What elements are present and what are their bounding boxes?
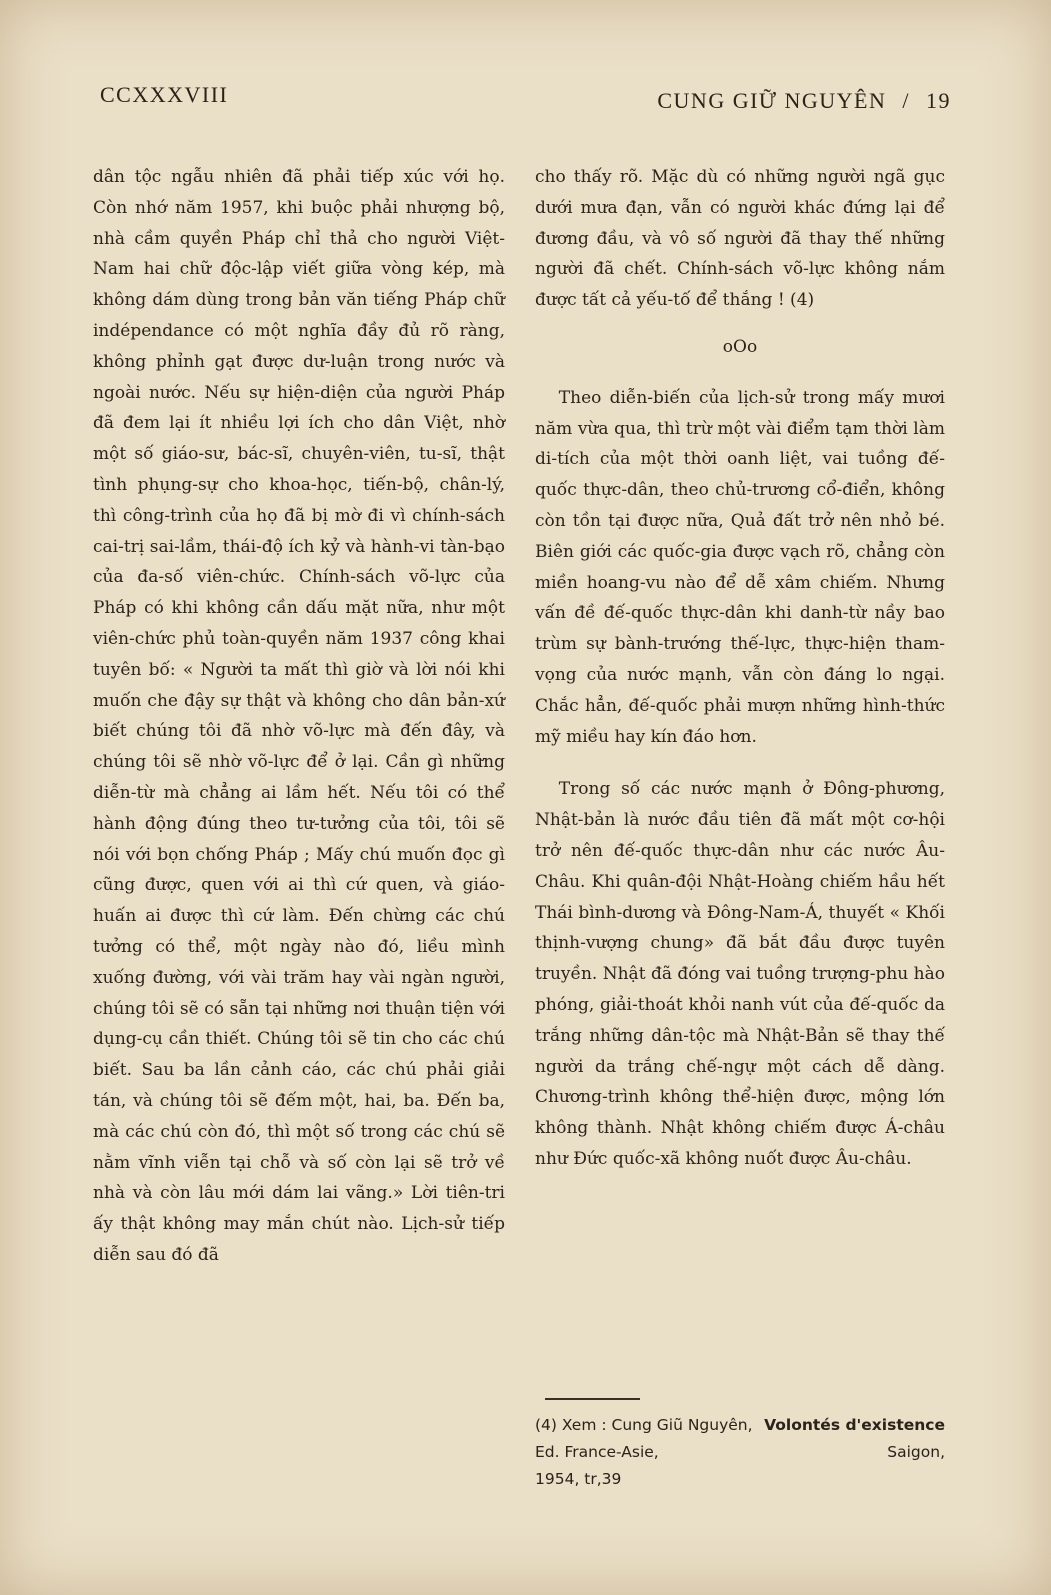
footnote-book-title: Volontés d'existence (764, 1416, 945, 1434)
header-separator: / (902, 88, 910, 113)
section-separator: oOo (722, 336, 758, 357)
issue-number: CCXXXVIII (100, 82, 229, 107)
footnote-year-page: 1954, tr,39 (535, 1470, 622, 1488)
paragraph-history: Theo diễn-biến của lịch-sử trong mấy mươi năm vừa qua, thì trừ một vài điểm tạm thời làm di-tích của một thời oanh liệt, vai tuồng đế-quốc thực-dân, theo chủ-trương cổ-điển, không còn tồn tại được nữa, Quả đất trở nên nhỏ bé. Biên giới các quốc-gia được vạch rõ, chẳng còn miền hoang-vu nào để dễ xâm chiếm. Nhưng vấn đề đế-quốc thực-dân khi danh-từ nầy bao trùm sự bành-trướng thế-lực, thực-hiện tham-vọng của nước mạnh, vẫn còn đáng lo ngại. Chắc hẳn, đế-quốc phải mượn những hình-thức mỹ miều hay kín đáo hơn. (535, 387, 945, 747)
page-number: 19 (926, 88, 951, 113)
footnote-label: (4) Xem : Cung Giũ Nguyên, (535, 1416, 753, 1434)
author-title: CUNG GIỮ NGUYÊN (657, 88, 887, 113)
paragraph-japan: Trong số các nước mạnh ở Đông-phương, Nhật-bản là nước đầu tiên đã mất một cơ-hội trở nên đế-quốc thực-dân như các nước Âu-Châu. Khi quân-đội Nhật-Hoàng chiếm hầu hết Thái bình-dương và Đông-Nam-Á, thuyết « Khối thịnh-vượng chung» đã bắt đầu được tuyên truyền. Nhật đã đóng vai tuồng trượng-phu hào phóng, giải-thoát khỏi nanh vút của đế-quốc da trắng những dân-tộc mà Nhật-Bản sẽ thay thế người da trắng chế-ngự một cách dễ dàng. Chương-trình không thể-hiện được, mộng lớn không thành. Nhật không chiếm được Á-châu như Đức quốc-xã không nuốt được Âu-châu. (535, 779, 945, 1169)
footnote-publisher: Ed. France-Asie, (535, 1443, 659, 1461)
footnote-city: Saigon, (887, 1443, 945, 1461)
footnote (535, 1412, 945, 1493)
footnote-rule (545, 1398, 640, 1400)
left-column-text: dân tộc ngẫu nhiên đã phải tiếp xúc với họ. Còn nhớ năm 1957, khi buộc phải nhượng bộ, nhà cầm quyền Pháp chỉ thả cho người Việt-Nam hai chữ độc-lập viết giữa vòng kép, mà không dám dùng trong bản văn tiếng Pháp chữ indépendance có một nghĩa đầy đủ rõ ràng, không phỉnh gạt được dư-luận trong nước và ngoài nước. Nếu sự hiện-diện của người Pháp đã đem lại ít nhiều lợi ích cho dân Việt, nhờ một số giáo-sư, bác-sĩ, chuyên-viên, tu-sĩ, thật tình phụng-sự cho khoa-học, tiến-bộ, chân-lý, thì công-trình của họ đã bị mờ đi vì chính-sách cai-trị sai-lầm, thái-độ ích kỷ và hành-vi tàn-bạo của đa-số viên-chức. Chính-sách võ-lực của Pháp có khi không cần dấu mặt nữa, như một viên-chức phủ toàn-quyền năm 1937 công khai tuyên bố: « Người ta mất thì giờ và lời nói khi muốn che đậy sự thật và không cho dân bản-xứ biết chúng tôi đã nhờ võ-lực mà đến đây, và chúng tôi sẽ nhờ võ-lực để ở lại. Cần gì những diễn-từ mà chẳng ai lầm hết. Nếu tôi có thể hành động đúng theo tư-tưởng của tôi, tôi sẽ nói với bọn chống Pháp ; Mấy chú muốn đọc gì cũng được, quen với ai thì cứ quen, và giáo-huấn ai được thì cứ làm. Đến chừng các chú tưởng có thể, một ngày nào đó, liều mình xuống đường, với vài trăm hay vài ngàn người, chúng tôi sẽ có sẵn tại những nơi thuận tiện với dụng-cụ cần thiết. Chúng tôi sẽ tin cho các chú biết. Sau ba lần cảnh cáo, các chú phải giải tán, và chúng tôi sẽ đếm một, hai, ba. Đến ba, mà các chú còn đó, thì một số trong các chú sẽ nằm vĩnh viễn tại chỗ và số còn lại sẽ trở về nhà và còn lâu mới dám lai vãng.» Lời tiên-tri ấy thật không may mắn chút nào. Lịch-sử tiếp diễn sau đó đã (93, 167, 505, 1265)
paragraph-continuation: cho thấy rõ. Mặc dù có những người ngã gục dưới mưa đạn, vẫn có người khác đứng lại để đương đầu, và vô số người đã thay thế những người đã chết. Chính-sách võ-lực không nắm được tất cả yếu-tố để thắng ! (4) (535, 167, 945, 311)
right-column (535, 162, 945, 1175)
page-header (100, 78, 951, 118)
left-column (93, 162, 505, 1271)
running-title (657, 88, 951, 114)
